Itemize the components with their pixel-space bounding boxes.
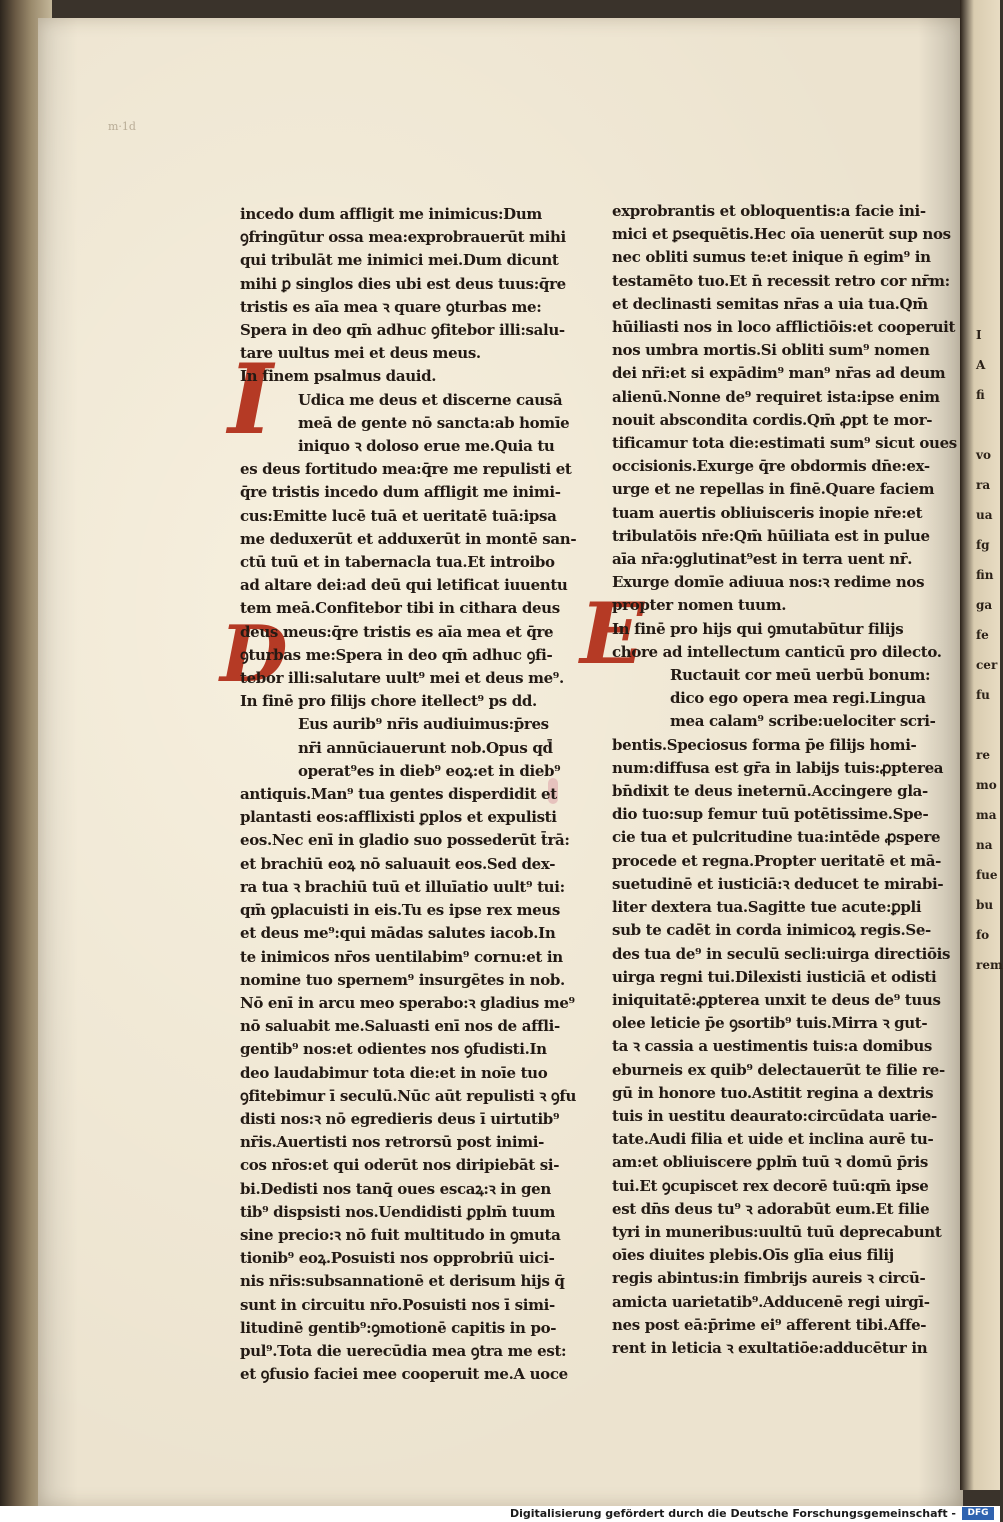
left-column-line: ꝯfitebimur ī seculū.Nūc aūt repulisti ꝛ ꝯfu bbox=[240, 1086, 577, 1105]
right-column-line: chore ad intellectum canticū pro dilecto. bbox=[612, 642, 942, 661]
left-column-line: operat⁹es in dieb⁹ eoꝝ:et in dieb⁹ bbox=[298, 761, 561, 780]
right-column-line: rent in leticia ꝛ exultatiōe:adducētur in bbox=[612, 1338, 928, 1357]
right-column-line: exprobrantis et obloquentis:a facie ini- bbox=[612, 202, 926, 220]
right-column-line: tificamur tota die:estimati sum⁹ sicut oues bbox=[612, 434, 957, 453]
left-column-line: ꝯturbas me:Spera in deo qm̄ adhuc ꝯfi- bbox=[240, 645, 553, 664]
left-column-line: nō saluabit me.Saluasti enī nos de affli- bbox=[240, 1017, 560, 1036]
right-column-line: uirga regni tui.Dilexisti iusticiā et odisti bbox=[612, 967, 937, 986]
left-column-line: incedo dum affligit me inimicus:Dum bbox=[240, 205, 542, 223]
right-column-line: hūiliasti nos in loco afflictiōis:et cooperuit bbox=[612, 318, 956, 337]
right-column-line: eburneis ex quib⁹ delectauerūt te filie re- bbox=[612, 1060, 945, 1079]
page-mark: m·1d bbox=[108, 120, 136, 133]
right-column-line: alienū.Nonne de⁹ requiret ista:ipse enim bbox=[612, 387, 940, 406]
left-column-line: nr̄i annūciauerunt nob.Opus qd̄ bbox=[298, 738, 553, 757]
right-column-line: regis abintus:in fimbrijs aureis ꝛ circū- bbox=[612, 1269, 926, 1288]
right-column-line: nec obliti sumus te:et inique n̄ egim⁹ in bbox=[612, 248, 931, 267]
right-column-line: bn̄dixit te deus ineternū.Accingere gla- bbox=[612, 782, 928, 801]
initial-d: D bbox=[220, 609, 288, 700]
right-column-line: tui.Et ꝯcupiscet rex decorē tuū:qm̄ ipse bbox=[612, 1176, 929, 1195]
right-column-line: testamēto tuo.Et n̄ recessit retro cor nr̄m: bbox=[612, 271, 950, 290]
dfg-logo: DFG bbox=[962, 1507, 994, 1520]
left-column-line: cus:Emitte lucē tuā et ueritatē tuā:ipsa bbox=[240, 506, 557, 525]
right-column-line: tribulatōis nr̄e:Qm̄ hūiliata est in pulue bbox=[612, 526, 930, 545]
left-column-line: meā de gente nō sancta:ab homīe bbox=[298, 413, 570, 432]
right-column-line: amicta uarietatib⁹.Adducenē regi uirgī- bbox=[612, 1292, 930, 1311]
right-column-line: nos umbra mortis.Si obliti sum⁹ nomen bbox=[612, 341, 930, 360]
right-column-line: dei nr̄i:et si expādim⁹ man⁹ nr̄as ad deum bbox=[612, 364, 946, 383]
left-column-line: ra tua ꝛ brachiū tuū et illuīatio uult⁹ tui: bbox=[240, 877, 565, 896]
right-column-line: iniquitatē:ꝓpterea unxit te deus de⁹ tuus bbox=[612, 990, 941, 1009]
left-column-line: te inimicos nr̄os uentilabim⁹ cornu:et in bbox=[240, 947, 563, 966]
right-column-line: dio tuo:sup femur tuū potētissime.Spe- bbox=[612, 805, 929, 824]
left-column-line: mihi ꝑ singlos dies ubi est deus tuus:q̄re bbox=[240, 274, 566, 293]
right-column-line: nes post eā:p̄rime ei⁹ afferent tibi.Affe- bbox=[612, 1315, 927, 1334]
left-column-line: deo laudabimur tota die:et in noīe tuo bbox=[240, 1063, 548, 1082]
left-column-line: sine precio:ꝛ nō fuit multitudo in ꝯmuta bbox=[240, 1225, 561, 1244]
right-column-line: Exurge domīe adiuua nos:ꝛ redime nos bbox=[612, 573, 925, 592]
left-column-line: tare uultus mei et deus meus. bbox=[240, 344, 481, 363]
right-column-line: aīa nr̄a:ꝯglutinat⁹est in terra uent nr̄. bbox=[612, 550, 913, 569]
right-column-line: am:et obliuiscere ꝑplm̄ tuū ꝛ domū p̄ris bbox=[612, 1153, 928, 1172]
right-column-line: nouit abscondita cordis.Qm̄ ꝓpt te mor- bbox=[612, 410, 933, 429]
right-column-line: occisionis.Exurge q̄re obdormis dn̄e:ex- bbox=[612, 457, 930, 476]
left-column-line: deus meus:q̄re tristis es aīa mea et q̄re bbox=[240, 622, 554, 641]
left-column-line: cos nr̄os:et qui oderūt nos diripiebāt si- bbox=[240, 1156, 560, 1175]
initial-i: I bbox=[228, 343, 273, 456]
right-column-line: urge et ne repellas in finē.Quare faciem bbox=[612, 480, 935, 499]
left-text-column bbox=[240, 203, 577, 1386]
left-column-line: Spera in deo qm̄ adhuc ꝯfitebor illi:salu- bbox=[240, 321, 565, 340]
left-column-line: eos.Nec enī in gladio suo possederūt t̄rā: bbox=[240, 831, 570, 850]
left-column-line: qm̄ ꝯplacuisti in eis.Tu es ipse rex meus bbox=[240, 901, 560, 920]
right-column-line: suetudinē et iusticiā:ꝛ deducet te mirabi- bbox=[612, 874, 944, 893]
left-column-line: q̄re tristis incedo dum affligit me inimi- bbox=[240, 483, 561, 502]
right-column-line: olee leticie p̄e ꝯsortib⁹ tuis.Mirra ꝛ gut- bbox=[612, 1014, 928, 1033]
left-column-line: antiquis.Man⁹ tua gentes disperdidit et bbox=[240, 785, 557, 804]
left-column-line: bi.Dedisti nos tanq̄ oues escaꝝ:ꝛ in gen bbox=[240, 1179, 551, 1198]
right-column-line: sub te cadēt in corda inimicoꝝ regis.Se- bbox=[612, 921, 931, 940]
left-column-line: tristis es aīa mea ꝛ quare ꝯturbas me: bbox=[240, 297, 542, 316]
next-page-fragment: I A fi vo ra ua fg fin ga fe cer fu re mo ma na fue bu fo rem bbox=[976, 328, 1003, 972]
left-column-line: tem meā.Confitebor tibi in cithara deus bbox=[240, 599, 560, 618]
right-column-line: dico ego opera mea regi.Lingua bbox=[670, 689, 926, 708]
left-column-line: tionib⁹ eoꝝ.Posuisti nos opprobriū uici- bbox=[240, 1249, 555, 1268]
left-column-line: nr̄is.Auertisti nos retrorsū post inimi- bbox=[240, 1133, 544, 1152]
left-column-line: es deus fortitudo mea:q̄re me repulisti et bbox=[240, 460, 572, 479]
right-column-line: oīes diuites plebis.Oīs glīa eius filij bbox=[612, 1246, 894, 1265]
left-column-line: litudinē gentib⁹:ꝯmotionē capitis in po- bbox=[240, 1318, 557, 1337]
footer-credit: Digitalisierung gefördert durch die Deutsche Forschungsgemeinschaft - bbox=[509, 1507, 956, 1520]
right-text-column bbox=[612, 200, 957, 1360]
right-column-line: cie tua et pulcritudine tua:intēde ꝓspere bbox=[612, 828, 941, 847]
right-column-line: In finē pro hijs qui ꝯmutabūtur filijs bbox=[612, 619, 904, 638]
right-column-line: bentis.Speciosus forma p̄e filijs homi- bbox=[612, 735, 917, 754]
right-column-line: tate.Audi filia et uide et inclina aurē tu- bbox=[612, 1130, 934, 1149]
left-column-line: disti nos:ꝛ nō egredieris deus ī uirtutib⁹ bbox=[240, 1109, 560, 1128]
right-column-line: des tua de⁹ in seculū secli:uirga directiōis bbox=[612, 944, 951, 963]
right-column-line: tuam auertis obliuisceris inopie nr̄e:et bbox=[612, 503, 923, 522]
left-column-line: et deus me⁹:qui mādas salutes iacob.In bbox=[240, 924, 556, 943]
right-column-line: tyri in muneribus:uultū tuū deprecabunt bbox=[612, 1222, 942, 1241]
left-column-line: nomine tuo spernem⁹ insurgētes in nob. bbox=[240, 970, 565, 989]
right-column-line: et declinasti semitas nr̄as a uia tua.Qm̄ bbox=[612, 294, 928, 313]
left-column-line: et ꝯfusio faciei mee cooperuit me.A uoce bbox=[240, 1365, 568, 1384]
left-column-line: Udica me deus et discerne causā bbox=[298, 390, 563, 409]
left-column-line: gentib⁹ nos:et odientes nos ꝯfudisti.In bbox=[240, 1040, 547, 1059]
right-column-line: mea calam⁹ scribe:uelociter scri- bbox=[670, 712, 936, 731]
left-column-line: sunt in circuitu nr̄o.Posuisti nos ī simi- bbox=[240, 1295, 555, 1314]
left-column-line: pul⁹.Tota die uerecūdia mea ꝯtra me est: bbox=[240, 1341, 567, 1360]
right-column-line: gū in honore tuo.Astitit regina a dextris bbox=[612, 1083, 934, 1102]
right-column-line: tuis in uestitu deaurato:circūdata uarie- bbox=[612, 1106, 937, 1125]
right-column-line: Ructauit cor meū uerbū bonum: bbox=[670, 666, 931, 685]
left-column-line: nis nr̄is:subsannationē et derisum hijs q̄ bbox=[240, 1272, 565, 1291]
left-column-line: In finē pro filijs chore itellect⁹ ps dd. bbox=[240, 692, 537, 711]
right-column-line: mici et ꝑsequētis.Hec oīa uenerūt sup nos bbox=[612, 225, 951, 244]
left-column-line: me deduxerūt et adduxerūt in montē san- bbox=[240, 529, 577, 548]
left-column-line: Eus aurib⁹ nr̄is audiuimus:p̄res bbox=[298, 715, 549, 734]
right-column-line: ta ꝛ cassia a uestimentis tuis:a domibus bbox=[612, 1037, 933, 1056]
left-column-line: et brachiū eoꝝ nō saluauit eos.Sed dex- bbox=[240, 854, 556, 873]
left-column-line: In finem psalmus dauid. bbox=[240, 367, 437, 386]
right-column-line: est dn̄s deus tu⁹ ꝛ adorabūt eum.Et filie bbox=[612, 1199, 930, 1218]
left-column-line: ꝯfringūtur ossa mea:exprobrauerūt mihi bbox=[240, 228, 566, 247]
right-column-line: procede et regna.Propter ueritatē et mā- bbox=[612, 851, 941, 870]
left-column-line: qui tribulāt me inimici mei.Dum dicunt bbox=[240, 251, 559, 270]
left-column-line: ctū tuū et in tabernacla tua.Et introibo bbox=[240, 553, 555, 572]
left-column-line: tebor illi:salutare uult⁹ mei et deus me⁹. bbox=[240, 669, 564, 688]
initial-e: E bbox=[580, 584, 645, 683]
right-column-line: num:diffusa est gr̄a in labijs tuis:ꝓpterea bbox=[612, 758, 944, 777]
left-column-line: Nō enī in arcu meo sperabo:ꝛ gladius me⁹ bbox=[240, 993, 575, 1012]
left-column-line: tib⁹ dispsisti nos.Uendidisti ꝑplm̄ tuum bbox=[240, 1202, 556, 1221]
right-column-line: liter dextera tua.Sagitte tue acute:ꝑpli bbox=[612, 898, 922, 917]
left-column-line: plantasti eos:afflixisti ꝑplos et expulisti bbox=[240, 808, 557, 827]
left-column-line: ad altare dei:ad deū qui letificat iuuentu bbox=[240, 576, 568, 595]
right-column-line: propter nomen tuum. bbox=[612, 596, 787, 615]
left-column-line: iniquo ꝛ doloso erue me.Quia tu bbox=[298, 437, 555, 456]
